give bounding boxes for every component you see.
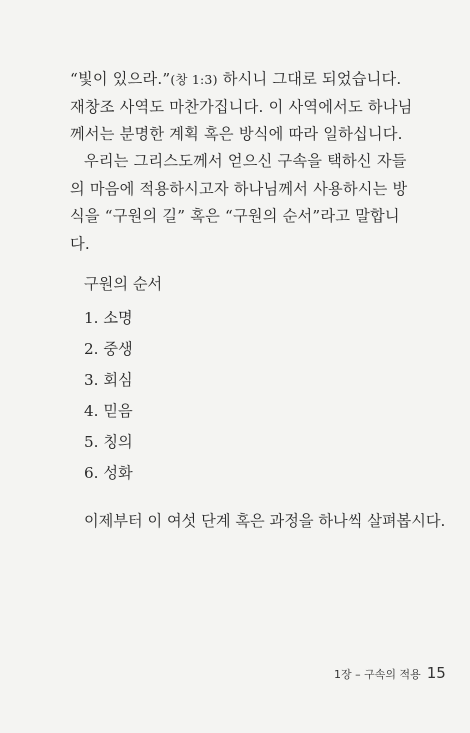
- paragraph-intro: [70, 66, 415, 149]
- scripture-citation: (창 1:3): [170, 72, 218, 87]
- paragraph-outro: 이제부터 이 여섯 단계 혹은 과정을 하나씩 살펴봅시다.: [84, 512, 446, 530]
- list-item: 4. 믿음: [84, 402, 133, 420]
- paragraph-intro-text: 하시니 그대로 되었습니다. 재창조 사역도 마찬가집니다. 이 사역에서도 하나님께서는 분명한 계획 혹은 방식에 따라 일하십니다.: [70, 70, 413, 143]
- list-item: 3. 회심: [84, 371, 133, 389]
- paragraph-definition: 우리는 그리스도께서 얻으신 구속을 택하신 자들의 마음에 적용하시고자 하나님께서 사용하시는 방식을 “구원의 길” 혹은 “구원의 순서”라고 말합니다.: [70, 152, 408, 253]
- order-of-salvation-list: [84, 303, 133, 489]
- quote: “빛이 있으라.”: [70, 70, 171, 88]
- list-item: 6. 성화: [84, 464, 133, 482]
- list-item: 5. 칭의: [84, 433, 133, 451]
- list-heading: 구원의 순서: [84, 275, 163, 293]
- page-footer: [334, 664, 446, 682]
- running-chapter-title: 1장 – 구속의 적용: [334, 668, 421, 681]
- list-item: 2. 중생: [84, 340, 133, 358]
- page-number: 15: [426, 664, 446, 682]
- list-item: 1. 소명: [84, 309, 133, 327]
